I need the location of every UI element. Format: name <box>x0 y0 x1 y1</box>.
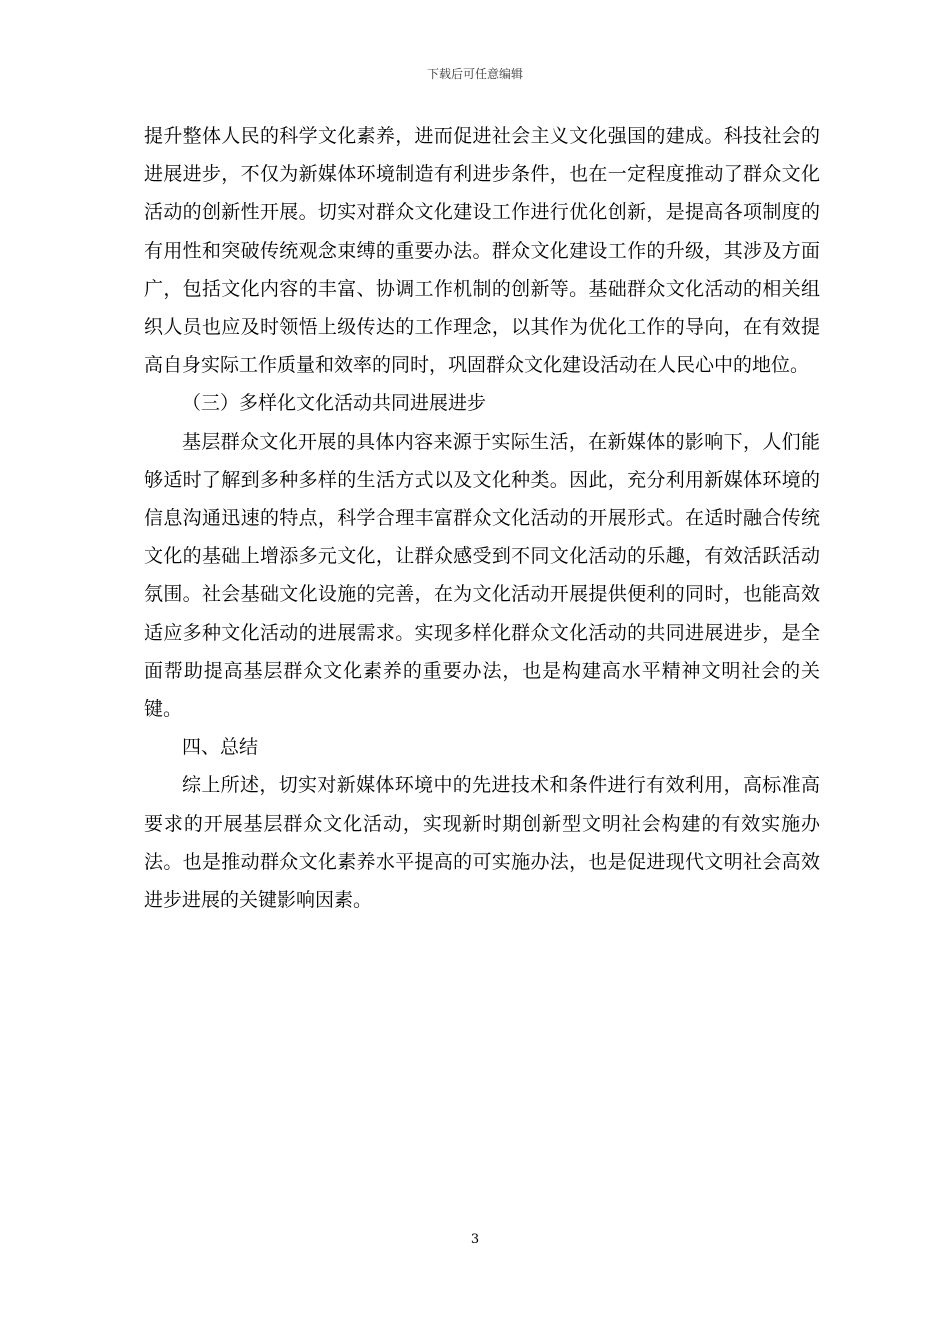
body-paragraph: 综上所述，切实对新媒体环境中的先进技术和条件进行有效利用，高标准高要求的开展基层群众文化活动，实现新时期创新型文明社会构建的有效实施办法。也是推动群众文化素养水平提高的可实施办法，也是促进现代文明社会高效进步进展的关键影响因素。 <box>144 774 820 912</box>
section-heading: 四、总结 <box>182 736 259 759</box>
body-paragraph: 提升整体人民的科学文化素养，进而促进社会主义文化强国的建成。科技社会的进展进步，不仅为新媒体环境制造有利进步条件，也在一定程度推动了群众文化活动的创新性开展。切实对群众文化建设工作进行优化创新，是提高各项制度的有用性和突破传统观念束缚的重要办法。群众文化建设工作的升级，其涉及方面广，包括文化内容的丰富、协调工作机制的创新等。基础群众文化活动的相关组织人员也应及时领悟上级传达的工作理念，以其作为优化工作的导向，在有效提高自身实际工作质量和效率的同时，巩固群众文化建设活动在人民心中的地位。 <box>144 125 820 377</box>
page-number: 3 <box>470 1232 480 1247</box>
document-body <box>144 117 820 919</box>
section-heading: （三）多样化文化活动共同进展进步 <box>182 392 487 415</box>
body-paragraph: 基层群众文化开展的具体内容来源于实际生活，在新媒体的影响下，人们能够适时了解到多种多样的生活方式以及文化种类。因此，充分利用新媒体环境的信息沟通迅速的特点，科学合理丰富群众文化活动的开展形式。在适时融合传统文化的基础上增添多元文化，让群众感受到不同文化活动的乐趣，有效活跃活动氛围。社会基础文化设施的完善，在为文化活动开展提供便利的同时，也能高效适应多种文化活动的进展需求。实现多样化群众文化活动的共同进展进步，是全面帮助提高基层群众文化素养的重要办法，也是构建高水平精神文明社会的关键。 <box>144 430 820 721</box>
page-header: 下载后可任意编辑 <box>426 67 523 81</box>
